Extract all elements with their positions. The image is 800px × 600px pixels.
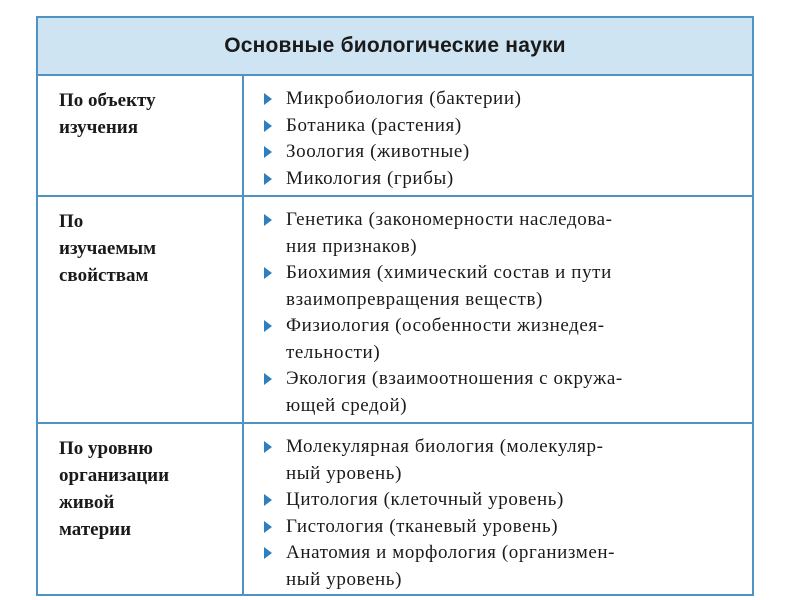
biology-sciences-table [36, 16, 754, 596]
triangle-right-icon [264, 214, 272, 226]
table-row-by-object [38, 76, 752, 197]
triangle-right-icon [264, 93, 272, 105]
list-item: Биохимия (химический состав и пути взаимопревращения веществ) [262, 260, 742, 313]
table-row-by-properties [38, 197, 752, 424]
category-cell [38, 424, 244, 594]
triangle-right-icon [264, 521, 272, 533]
triangle-right-icon [264, 267, 272, 279]
list-item: Ботаника (растения) [262, 113, 742, 140]
list-item: Молекулярная биология (молекуляр- ный уровень) [262, 434, 742, 487]
list-item: Микология (грибы) [262, 166, 742, 193]
triangle-right-icon [264, 320, 272, 332]
list-item: Генетика (закономерности наследова- ния признаков) [262, 207, 742, 260]
category-cell [38, 76, 244, 195]
table-header [38, 18, 752, 76]
triangle-right-icon [264, 547, 272, 559]
science-list [244, 424, 752, 594]
category-label: По уровню организации живой материи [59, 438, 170, 540]
science-list [244, 76, 752, 195]
table-row-by-organization-level [38, 424, 752, 594]
triangle-right-icon [264, 373, 272, 385]
triangle-right-icon [264, 173, 272, 185]
triangle-right-icon [264, 441, 272, 453]
list-item: Физиология (особенности жизнедея- тельности) [262, 313, 742, 366]
category-label: По изучаемым свойствам [59, 211, 157, 286]
category-cell [38, 197, 244, 422]
triangle-right-icon [264, 494, 272, 506]
list-item: Гистология (тканевый уровень) [262, 514, 742, 541]
category-label: По объекту изучения [59, 90, 156, 138]
science-list [244, 197, 752, 422]
table-title: Основные биологические науки [224, 34, 566, 57]
list-item: Микробиология (бактерии) [262, 86, 742, 113]
list-item: Цитология (клеточный уровень) [262, 487, 742, 514]
list-item: Анатомия и морфология (организмен- ный уровень) [262, 540, 742, 593]
list-item: Экология (взаимоотношения с окружа- ющей средой) [262, 366, 742, 419]
triangle-right-icon [264, 120, 272, 132]
list-item: Зоология (животные) [262, 139, 742, 166]
triangle-right-icon [264, 146, 272, 158]
